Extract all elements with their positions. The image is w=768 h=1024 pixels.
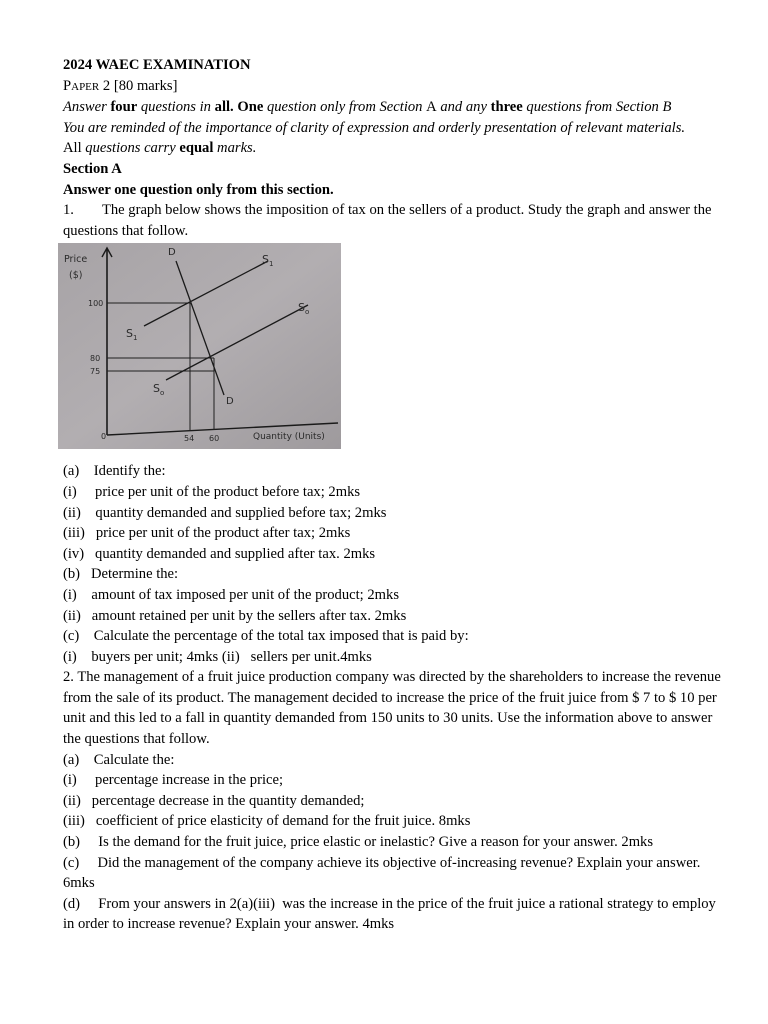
origin-label: 0 <box>101 432 107 442</box>
label-s1-top: $S_1$ <box>262 253 274 269</box>
y-axis-label-1: Price <box>64 254 88 266</box>
label-d-bottom: D <box>226 396 234 408</box>
y-tick-75: 75 <box>90 367 101 377</box>
instruction-line-1: Answer four questions in all. One question only from Section A and any three questions from Section B <box>63 99 672 116</box>
y-axis-label-2: ($) <box>69 270 83 282</box>
q1-part: (ii) amount retained per unit by the sellers after tax. 2mks <box>63 607 407 624</box>
paper-line: PAPER 2 [80 marks] <box>63 77 178 94</box>
q2-parts <box>63 750 723 935</box>
y-tick-100: 100 <box>88 299 104 309</box>
q1-part: (i) amount of tax imposed per unit of the product; 2mks <box>63 586 399 603</box>
q1-part: (iv) quantity demanded and supplied after tax. 2mks <box>63 545 376 562</box>
q1-part: (i) price per unit of the product before tax; 2mks <box>63 483 361 500</box>
q2-part: (c) Did the management of the company achieve its objective of-increasing revenue? Explain your answer. 6mks <box>63 854 705 892</box>
label-d-top: D <box>168 247 176 259</box>
q1-text: 1. The graph below shows the imposition of tax on the sellers of a product. Study the graph and answer the questions that follow. <box>63 202 712 239</box>
exam-title: 2024 WAEC EXAMINATION <box>63 57 251 73</box>
q2-part: (i) percentage increase in the price; <box>63 772 284 789</box>
q2-part: (a) Calculate the: <box>63 751 175 768</box>
graph-photo-background <box>58 243 341 449</box>
q1-part: (i) buyers per unit; 4mks (ii) sellers per unit.4mks <box>63 648 372 665</box>
x-axis-label: Quantity (Units) <box>253 432 325 443</box>
label-s1-bottom: $S_1$ <box>126 327 138 343</box>
y-tick-80: 80 <box>90 354 101 364</box>
q1-parts <box>63 461 723 667</box>
instruction-line-3: All questions carry equal marks. <box>63 140 257 157</box>
exam-page <box>63 55 723 935</box>
q2-part: (b) Is the demand for the fruit juice, price elastic or inelastic? Give a reason for your answer. 2mks <box>63 834 654 851</box>
q1-part: (ii) quantity demanded and supplied before tax; 2mks <box>63 504 387 521</box>
tax-graph <box>58 243 341 449</box>
x-tick-60: 60 <box>209 434 220 444</box>
q2-part: (d) From your answers in 2(a)(iii) was the increase in the price of the fruit juice a rational strategy to employ in order to increase revenue? Explain your answer. 4mks <box>63 895 720 933</box>
q1-part: (iii) price per unit of the product after tax; 2mks <box>63 525 351 542</box>
q2-text: 2. The management of a fruit juice production company was directed by the shareholders to increase the revenue from the sale of its product. The management decided to increase the price of the fruit juice from $ 7 to $ 10 per unit and this led to a fall in quantity demanded from 150 units to 30 units. Use the information above to answer the questions that follow. <box>63 669 721 748</box>
section-title: Section A <box>63 160 122 177</box>
q1-part: (a) Identify the: <box>63 463 166 480</box>
instruction-line-2: You are reminded of the importance of clarity of expression and orderly presentation of relevant materials. <box>63 119 686 136</box>
q2-part: (iii) coefficient of price elasticity of demand for the fruit juice. 8mks <box>63 813 471 830</box>
section-instruction: Answer one question only from this section. <box>63 181 334 198</box>
tax-graph-figure <box>58 243 341 449</box>
label-s0-top: $S_o$ <box>298 301 310 317</box>
q2-part: (ii) percentage decrease in the quantity demanded; <box>63 792 365 809</box>
label-s0-bottom: $S_o$ <box>153 382 165 398</box>
q1-part: (c) Calculate the percentage of the total tax imposed that is paid by: <box>63 628 469 645</box>
q1-part: (b) Determine the: <box>63 566 179 583</box>
x-tick-54: 54 <box>184 434 195 444</box>
